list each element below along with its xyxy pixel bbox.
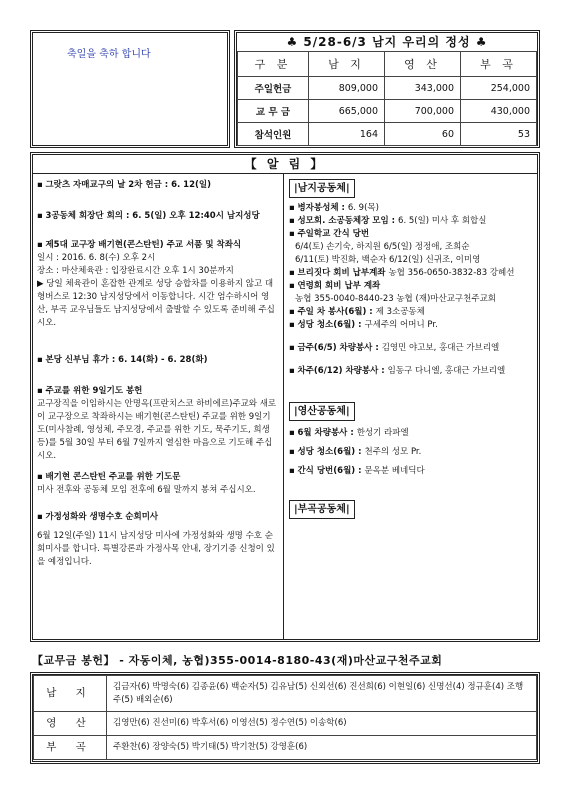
namji-item: ▪ 성당 청소(6월) : 구세주의 어머니 Pr. [289, 320, 438, 330]
value-cell: 430,000 [461, 100, 537, 123]
namji-item: ▪ 주일학교 간식 당번 [289, 229, 370, 239]
namji-section-title: |남지공동체| [289, 179, 355, 198]
value-cell: 700,000 [385, 100, 461, 123]
members-row [34, 712, 537, 736]
value-cell: 254,000 [461, 77, 537, 100]
value-cell: 164 [309, 123, 385, 146]
notice-item: ▪ 3공동체 회장단 회의 : 6. 5(일) 오후 12:40시 남지성당 [37, 211, 260, 221]
yeongsan-section-title: |영산공동체| [289, 402, 355, 421]
announcements-title: 【 알 림 】 [33, 155, 537, 174]
club-icon: ♣ [286, 35, 299, 49]
namji-item: ▪ 연령회 회비 납부 계좌 [289, 281, 381, 291]
notice-item: ▪ 본당 신부님 휴가 : 6. 14(화) - 6. 28(화) [37, 355, 208, 365]
community-label: 남 지 [34, 676, 107, 712]
header-cell: 남 지 [309, 52, 385, 77]
member-names: 김영만(6) 진선미(6) 박후서(6) 이영선(5) 정수연(5) 이송학(6) [107, 712, 537, 736]
offering-title-text: 5/28-6/3 남지 우리의 정성 [303, 35, 471, 49]
left-column [37, 179, 277, 569]
offering-panel [234, 30, 540, 148]
row-label: 교 무 금 [238, 100, 309, 123]
header-cell: 부 곡 [461, 52, 537, 77]
right-column: |남지공동체| ▪ 병자봉성체 : 6. 9(목) ▪ 성모회. 소공동체장 모임 : 6. 5(일) 미사 후 회합실 ▪ 주일학교 간식 당번 6/4(토) 손기숙, 하지원 6/5(일) 정정애, 조희순 6/11(토) 박진화, 백순자 6/12(일) 신귀조, 이미영 ▪ 브리짓다 회비 납부계좌 농협 356-0650-3832-83 강혜선 ▪ 연령회 회비 납부 계좌 농협 355-0040-8440-23 농협 (재)마산교구천주교회 ▪ 주일 차 봉사(6월) : 제 3소공동체 ▪ 성당 청소(6월) : 구세주의 어머니 Pr. ▪ 금주(6/5) 차량봉사 : 김영민 야고보, 홍대근 가브리엘 ▪ 차주(6/12) 차량봉사 : 임동구 다니엘, 홍대근 가브리엘 |영산공동체| ▪ 6월 차량봉사 : 한성기 라파엘 ▪ 성당 청소(6월) : 천주의 성모 Pr. ▪ 간식 당번(6월) : 문옥분 베네딕다 |부곡공동체| [289, 179, 537, 519]
members-row [34, 736, 537, 760]
greeting-box [30, 30, 230, 148]
community-label: 부 곡 [34, 736, 107, 760]
value-cell: 343,000 [385, 77, 461, 100]
offering-header-row [238, 52, 537, 77]
value-cell: 665,000 [309, 100, 385, 123]
value-cell: 60 [385, 123, 461, 146]
namji-item: ▪ 주일 차 봉사(6월) : 제 3소공동체 [289, 307, 425, 317]
offering-table [237, 51, 537, 146]
offering-row [238, 100, 537, 123]
offering-row [238, 123, 537, 146]
greeting-text: 축일을 축하 합니다 [67, 49, 151, 60]
offering-row [238, 77, 537, 100]
yeongsan-item: ▪ 성당 청소(6월) : 천주의 성모 Pr. [289, 447, 422, 457]
offering-title [237, 33, 537, 51]
namji-item: ▪ 성모회. 소공동체장 모임 : 6. 5(일) 미사 후 회합실 [289, 216, 487, 226]
row-label: 주일헌금 [238, 77, 309, 100]
value-cell: 809,000 [309, 77, 385, 100]
bugok-section-title: |부곡공동체| [289, 500, 355, 519]
club-icon: ♣ [475, 35, 488, 49]
namji-item: ▪ 병자봉성체 : 6. 9(목) [289, 203, 379, 213]
notice-item: ▪ 그랏츠 자매교구의 날 2차 헌금 : 6. 12(일) [37, 180, 211, 190]
column-divider [283, 173, 284, 639]
row-label: 참석인원 [238, 123, 309, 146]
member-names: 김금자(6) 박명숙(6) 김종윤(6) 백순자(5) 김유남(5) 신외선(6) 진선희(6) 이현일(6) 신명선(4) 정규훈(4) 조행주(5) 배외순(6) [107, 676, 537, 712]
member-names: 주환찬(6) 장양숙(5) 박기태(5) 박기찬(5) 강영훈(6) [107, 736, 537, 760]
header-cell: 영 산 [385, 52, 461, 77]
notice-item: ▪ 가정성화와 생명수호 순회미사 6월 12일(주일) 11시 남지성당 미사에 가정성화와 생명 수호 순회미사를 합니다. 특별강론과 가정사목 안내, 장기기증 신청이 있을 예정입니다. [37, 512, 275, 567]
yeongsan-item: ▪ 6월 차량봉사 : 한성기 라파엘 [289, 428, 409, 438]
members-row [34, 676, 537, 712]
community-label: 영 산 [34, 712, 107, 736]
notice-item: ▪ 제5대 교구장 배기현(콘스탄틴) 주교 서품 및 착좌식 일시 : 2016. 6. 8(수) 오후 2시 장소 : 마산체육관 : 입장완료시간 오후 1시 30분까지 ▶ 당일 체육관이 혼잡한 관계로 성당 승합차를 이용하지 않고 대형버스로 12:30 남지성당에서 이동합니다. 시간 엄수하시어 영산, 부곡 교우님들도 남지성당에서 출발할 수 있도록 준비해 주십시오. [37, 240, 275, 328]
header-cell: 구 분 [238, 52, 309, 77]
notice-item: ▪ 배기현 콘스탄틴 주교를 위한 기도문 미사 전후와 공동체 모임 전후에 6월 말까지 봉쳐 주십시오. [37, 472, 256, 495]
notice-item: ▪ 주교를 위한 9일기도 봉헌 교구장직을 이임하시는 안명옥(프란치스코 하비에르)주교와 새로이 교구장으로 착좌하시는 배기현(콘스탄틴) 주교를 위한 9일기도(미사참례, 영성체, 주모경, 주교를 위한 기도, 묵주기도, 희생등)를 5월 30일 부터 6월 7일까지 열심한 마음으로 기도해 주십시오. [37, 386, 277, 461]
announcements-panel [30, 152, 540, 642]
account-line: 【교무금 봉헌】 - 자동이체, 농협)355-0014-8180-43(재)마산교구천주교회 [32, 654, 443, 667]
namji-item: ▪ 금주(6/5) 차량봉사 : 김영민 야고보, 홍대근 가브리엘 [289, 343, 500, 353]
value-cell: 53 [461, 123, 537, 146]
members-panel [30, 672, 540, 764]
namji-item: ▪ 브리짓다 회비 납부계좌 농협 356-0650-3832-83 강혜선 [289, 268, 515, 278]
namji-item: ▪ 차주(6/12) 차량봉사 : 임동구 다니엘, 홍대근 가브리엘 [289, 366, 506, 376]
members-table [33, 675, 537, 760]
yeongsan-item: ▪ 간식 당번(6월) : 문옥분 베네딕다 [289, 466, 425, 476]
